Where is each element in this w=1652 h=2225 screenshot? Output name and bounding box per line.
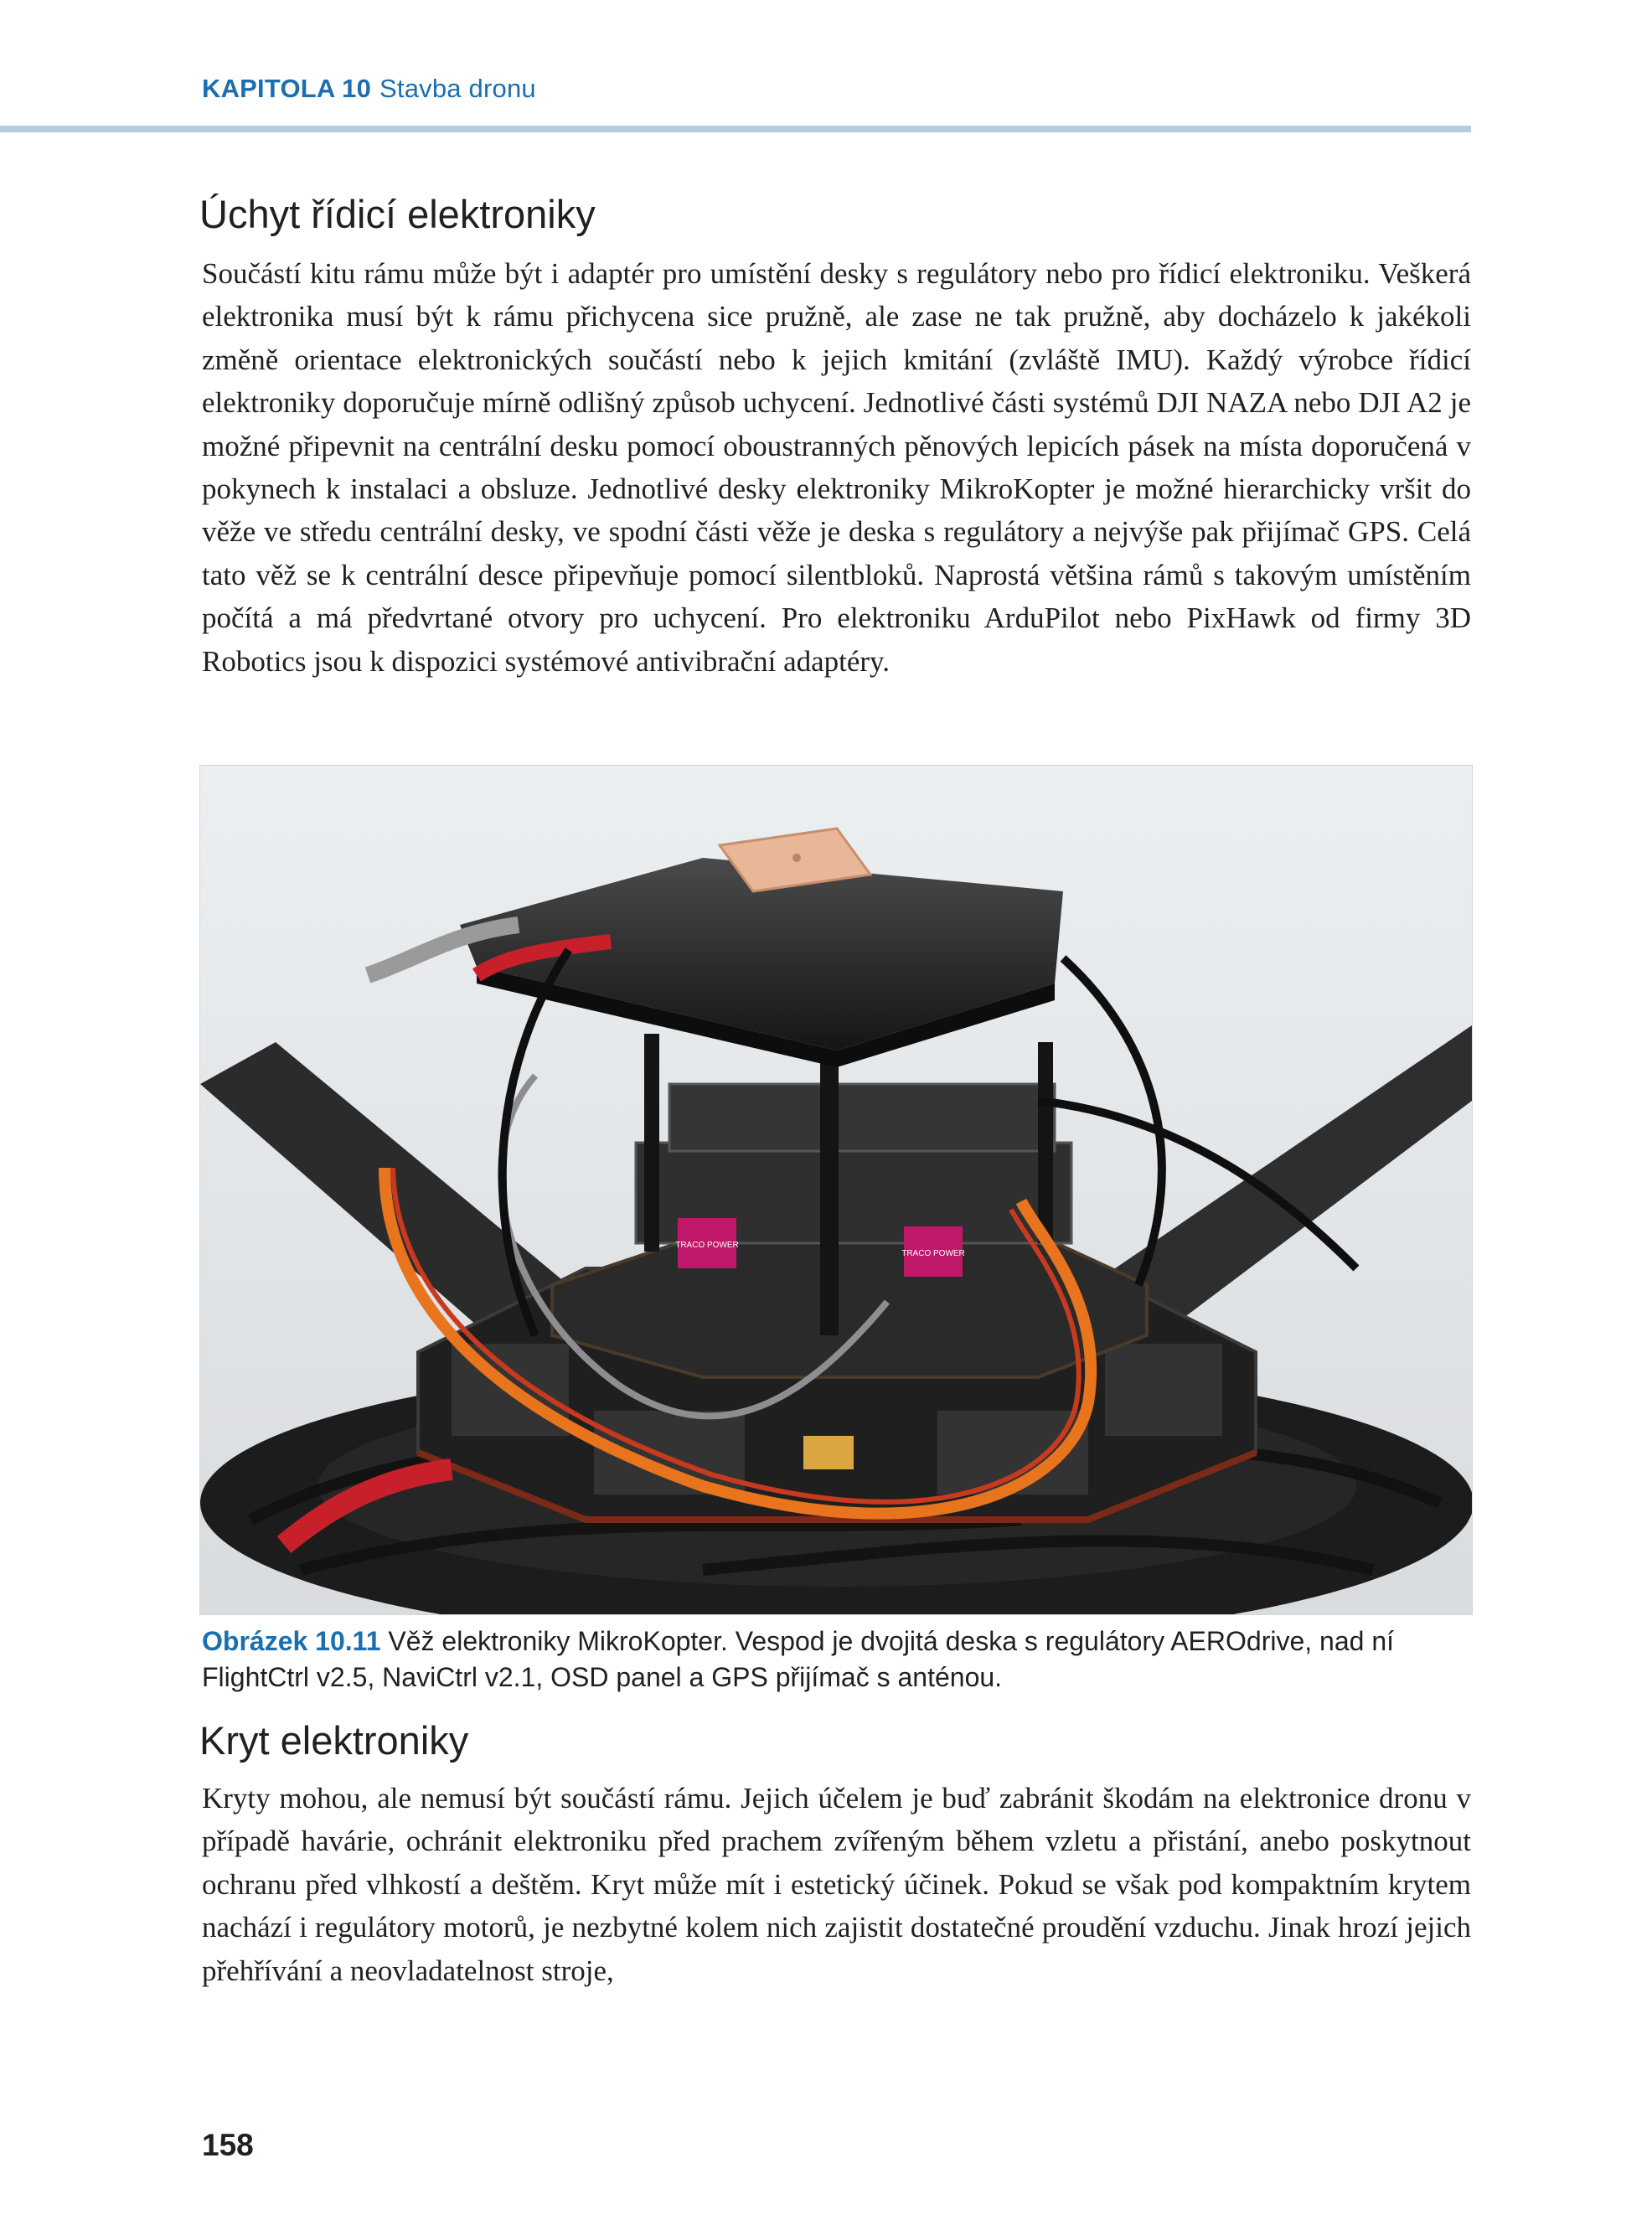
electronics-tower-photo [200, 766, 1472, 1614]
body-paragraph-mount: Součástí kitu rámu může být i adaptér pro umístění desky s regulátory nebo pro řídicí elektroniku. Veškerá elektronika musí být k rámu přichycena sice pružně, ale zase ne tak pružně, aby docházelo k jakékoli změně orientace elektronických součástí nebo k jejich kmitání (zvláště IMU). Každý výrobce řídicí elektroniky doporučuje mírně odlišný způsob uchycení. Jednotlivé části systémů DJI NAZA nebo DJI A2 je možné připevnit na centrální desku pomocí oboustranných pěnových lepicích pásek na místa doporučená v pokynech k instalaci a obsluze. Jednotlivé desky elektroniky MikroKopter je možné hierarchicky vršit do věže ve středu centrální desky, ve spodní části věže je deska s regulátory a nejvýše pak přijímač GPS. Celá tato věž se k centrální desce připevňuje pomocí silentbloků. Naprostá většina rámů s takovým umístěním počítá a má předvrtané otvory pro uchycení. Pro elektroniku ArduPilot nebo PixHawk od firmy 3D Robotics jsou k dispozici systémové antivibrační adaptéry. [202, 257, 1471, 678]
traco-label-1: TRACO POWER [675, 1241, 739, 1250]
body-paragraph-cover: Kryty mohou, ale nemusí být součástí rámu. Jejich účelem je buď zabránit škodám na elektronice dronu v případě havárie, ochránit elektroniku před prachem zvířeným během vzletu a přistání, anebo poskytnout ochranu před vlhkostí a deštěm. Kryt může mít i estetický účinek. Pokud se však pod kompaktním krytem nachází i regulátory motorů, je nezbytné kolem nich zajistit dostatečné proudění vzduchu. Jinak hrozí jejich přehřívání a neovladatelnost stroje, [202, 1782, 1471, 1987]
figure-caption [202, 1624, 1471, 1696]
figure-caption-text: Věž elektroniky MikroKopter. Vespod je dvojitá deska s regulátory AEROdrive, nad ní FlightCtrl v2.5, NaviCtrl v2.1, OSD panel a GPS přijímač s anténou. [202, 1626, 1394, 1692]
running-header [202, 74, 536, 104]
section-heading-cover: Kryt elektroniky [199, 1718, 469, 1763]
chapter-label: KAPITOLA 10 [202, 74, 372, 103]
osd-board [669, 1084, 1055, 1151]
figure-number: Obrázek 10.11 [202, 1626, 381, 1656]
chapter-title: Stavba dronu [379, 74, 536, 103]
header-rule [0, 126, 1471, 132]
figure-photo [199, 765, 1473, 1615]
page-number: 158 [202, 2128, 254, 2162]
connector [803, 1436, 854, 1469]
section-heading-mount: Úchyt řídicí elektroniky [199, 192, 596, 236]
traco-label-2: TRACO POWER [901, 1249, 965, 1258]
